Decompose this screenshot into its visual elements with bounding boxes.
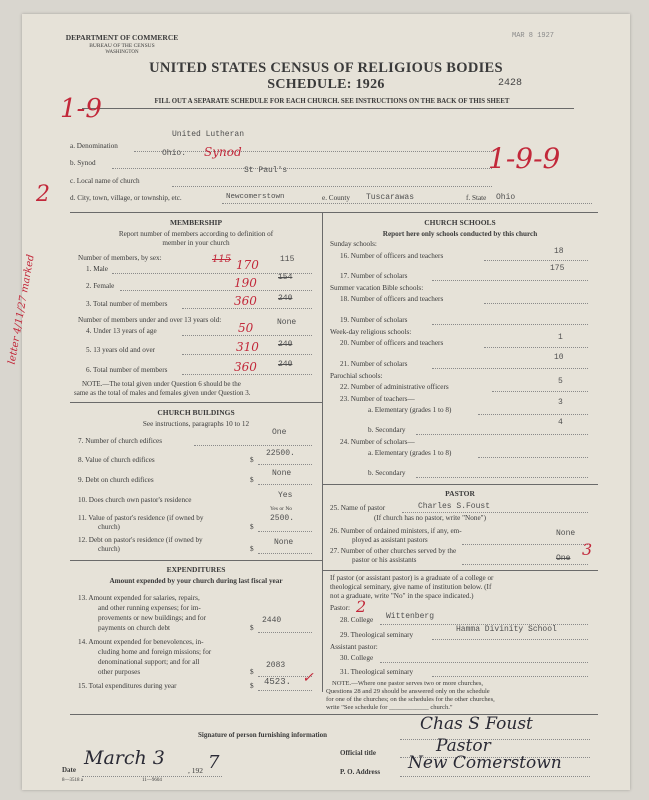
q30-label: 30. College — [340, 654, 374, 662]
q25-value: Charles S.Foust — [418, 502, 491, 511]
members-by-sex-label: Number of members, by sex: — [78, 254, 162, 262]
q6-handwritten: 360 — [234, 360, 257, 374]
q13-line-2: and other running expenses; for im- — [98, 604, 201, 612]
q26-line-1: 26. Number of ordained ministers, if any, em- — [330, 527, 462, 535]
q7-line — [194, 445, 312, 446]
margin-note-2: letter 4/11/27 marked — [6, 253, 37, 366]
po-line — [400, 776, 590, 777]
denomination-value: United Lutheran — [172, 130, 245, 139]
membership-intro-2: member in your church — [162, 239, 230, 247]
q9-line — [258, 484, 312, 485]
q8-line — [258, 464, 312, 465]
main-top-rule — [70, 212, 598, 213]
q20-value: 1 — [558, 333, 563, 342]
q17-line — [432, 280, 588, 281]
po-value: New Comerstown — [408, 753, 562, 773]
q14-line-3: denominational support; and for all — [98, 658, 200, 666]
title-label: Official title — [340, 749, 376, 757]
pastor-note-3: for one of the churches; on the schedules for the other churches, — [326, 696, 495, 703]
q22-label: 22. Number of administrative officers — [340, 383, 449, 391]
q10-value: Yes — [278, 491, 293, 500]
q12-label-1: 12. Debt on pastor's residence (if owned by — [78, 536, 203, 544]
q23b-label: b. Secondary — [368, 426, 406, 434]
schools-bottom-rule — [322, 484, 598, 485]
q23a-label: a. Elementary (grades 1 to 8) — [368, 406, 452, 414]
q2-typed: 154 — [278, 273, 293, 282]
q25-note: (If church has no pastor, write "None") — [374, 514, 486, 522]
state-value: Ohio — [496, 193, 516, 202]
q22-value: 5 — [558, 377, 563, 386]
title-value: Pastor — [436, 736, 491, 756]
red-mark-left: 1-9 — [60, 94, 102, 124]
q3-line — [182, 308, 312, 309]
column-divider — [322, 212, 323, 692]
q5-handwritten: 310 — [236, 340, 259, 354]
q4-handwritten: 50 — [238, 321, 254, 335]
q13-line-4: payments on church debt — [98, 624, 171, 632]
buildings-bottom-rule — [70, 560, 322, 561]
q11-value: 2500. — [270, 514, 295, 523]
q5-typed: 240 — [278, 340, 293, 349]
q11-dollar: $ — [250, 523, 254, 531]
pastor-sub-label: Pastor: — [330, 604, 350, 612]
form-instruction: FILL OUT A SEPARATE SCHEDULE FOR EACH CHURCH. SEE INSTRUCTIONS ON THE BACK OF THIS SHEET — [154, 98, 510, 105]
q14-dollar: $ — [250, 668, 254, 676]
q26-line-2: ployed as assistant pastors — [352, 536, 428, 544]
q27-line — [462, 564, 588, 565]
date-label: Date — [62, 766, 76, 774]
q2-handwritten: 190 — [234, 276, 257, 290]
received-stamp: MAR 8 1927 — [512, 32, 555, 40]
q3-handwritten: 360 — [234, 294, 257, 308]
city-town-value: Newcomerstown — [226, 193, 285, 201]
county-value: Tuscarawas — [366, 193, 415, 202]
local-name-line — [172, 186, 492, 187]
q8-value: 22500. — [266, 449, 295, 458]
q27-line-2: pastor or his assistants — [352, 556, 417, 564]
grad-text-2: theological seminary, give name of institution below. (If — [330, 583, 492, 591]
q25-label: 25. Name of pastor — [330, 504, 386, 512]
membership-note-2: same as the total of males and females given under Question 3. — [74, 389, 251, 397]
q24b-line — [416, 477, 588, 478]
city-label: WASHINGTON — [105, 50, 139, 55]
yes-no-hint: Yes or No — [270, 506, 293, 512]
q27-value: One — [556, 554, 571, 563]
q1-typed: 115 — [280, 255, 295, 264]
q23b-line — [416, 434, 588, 435]
city-line — [222, 203, 592, 204]
q16-line — [484, 260, 588, 261]
pastor-handwritten: 2 — [356, 597, 367, 616]
local-name-value: St Paul's — [244, 166, 288, 175]
q17-label: 17. Number of scholars — [340, 272, 408, 280]
pastor-note-4: write "See schedule for ____________ church." — [326, 704, 453, 711]
q24a-label: a. Elementary (grades 1 to 8) — [368, 449, 452, 457]
q27-line-1: 27. Number of other churches served by the — [330, 547, 457, 555]
q26-value: None — [556, 529, 576, 538]
age-label: Number of members under and over 13 years old: — [78, 316, 222, 324]
q15-line — [258, 690, 312, 691]
q15-check: ✓ — [302, 670, 314, 686]
q20-label: 20. Number of officers and teachers — [340, 339, 444, 347]
q21-label: 21. Number of scholars — [340, 360, 408, 368]
q8-label: 8. Value of church edifices — [78, 456, 155, 464]
q4-label: 4. Under 13 years of age — [86, 327, 157, 335]
q12-dollar: $ — [250, 545, 254, 553]
q5-line — [182, 354, 312, 355]
q13-line-1: 13. Amount expended for salaries, repairs, — [78, 594, 200, 602]
synod-label: b. Synod — [70, 159, 96, 167]
q14-line-2: cluding home and foreign missions; for — [98, 648, 212, 656]
po-label: P. O. Address — [340, 768, 381, 776]
q13-line-3: provements or new buildings; and for — [98, 614, 206, 622]
membership-intro-1: Report number of members according to definition of — [118, 230, 274, 238]
q10-label: 10. Does church own pastor's residence — [78, 496, 192, 504]
grad-text-3: not a graduate, write "No" in the space indicated.) — [330, 592, 474, 600]
q23a-value: 3 — [558, 398, 563, 407]
q29-line — [432, 639, 588, 640]
grad-top-rule — [322, 570, 598, 571]
q19-line — [432, 324, 588, 325]
q17-value: 175 — [550, 264, 565, 273]
q15-value: 4523. — [264, 677, 292, 687]
q26-line — [462, 544, 588, 545]
q7-value: One — [272, 428, 287, 437]
q22-line — [492, 391, 588, 392]
q1-strike-value: 115 — [212, 254, 232, 265]
q5-label: 5. 13 years old and over — [86, 346, 156, 354]
signature-line — [400, 739, 590, 740]
q3-total-label: 3. Total number of members — [86, 300, 168, 308]
synod-handwritten: Synod — [204, 145, 242, 159]
q9-dollar: $ — [250, 476, 254, 484]
q6-label: 6. Total number of members — [86, 366, 168, 374]
department-label: DEPARTMENT OF COMMERCE — [65, 33, 179, 42]
pastor-heading: PASTOR — [445, 489, 475, 498]
serial-number: 2428 — [498, 78, 523, 89]
membership-note-1: NOTE.—The total given under Question 6 should be the — [82, 380, 241, 388]
form-number-2: 11—9604 — [142, 778, 162, 783]
q7-label: 7. Number of church edifices — [78, 437, 163, 445]
q23a-line — [478, 414, 588, 415]
local-name-label: c. Local name of church — [70, 177, 140, 185]
year-handwritten: 7 — [208, 752, 220, 773]
q11-label-2: church) — [98, 523, 120, 531]
q29-value: Hamma Divinity School — [456, 625, 557, 634]
county-label: e. County — [322, 194, 350, 202]
state-label: f. State — [466, 194, 487, 202]
q11-label-1: 11. Value of pastor's residence (if owned by — [78, 514, 204, 522]
q21-line — [432, 368, 588, 369]
q11-line — [258, 531, 312, 532]
synod-value: Ohio. — [162, 149, 187, 158]
q6-line — [182, 374, 312, 375]
signature-label: Signature of person furnishing information — [198, 731, 327, 739]
q12-label-2: church) — [98, 545, 120, 553]
q25-line — [402, 512, 588, 513]
assistant-label: Assistant pastor: — [330, 643, 378, 651]
schools-heading: CHURCH SCHOOLS — [424, 218, 496, 227]
q19-label: 19. Number of scholars — [340, 316, 408, 324]
red-mark-margin: 2 — [36, 182, 50, 207]
q31-label: 31. Theological seminary — [340, 668, 414, 676]
buildings-heading: CHURCH BUILDINGS — [157, 408, 235, 417]
sunday-label: Sunday schools: — [330, 240, 377, 248]
q9-value: None — [272, 469, 292, 478]
q12-value: None — [274, 538, 294, 547]
q18-label: 18. Number of officers and teachers — [340, 295, 444, 303]
q16-label: 16. Number of officers and teachers — [340, 252, 444, 260]
q1-handwritten: 170 — [236, 258, 259, 272]
q4-line — [182, 335, 312, 336]
q23-label: 23. Number of teachers— — [340, 395, 415, 403]
q15-label: 15. Total expenditures during year — [78, 682, 177, 690]
schools-sub: Report here only schools conducted by this church — [382, 230, 538, 238]
pastor-note-2: Questions 28 and 29 should be answered only on the schedule — [326, 688, 490, 695]
bureau-label: BUREAU OF THE CENSUS — [89, 43, 155, 49]
buildings-sub: See instructions, paragraphs 10 to 12 — [142, 420, 250, 428]
signature-value: Chas S Foust — [420, 714, 533, 734]
q3-typed: 240 — [278, 294, 293, 303]
denomination-line — [134, 151, 494, 152]
q9-label: 9. Debt on church edifices — [78, 476, 154, 484]
q13-value: 2440 — [262, 616, 282, 625]
q30-line — [380, 662, 588, 663]
q24a-line — [478, 457, 588, 458]
summer-label: Summer vacation Bible schools: — [330, 284, 424, 292]
q16-value: 18 — [554, 247, 564, 256]
q24b-label: b. Secondary — [368, 469, 406, 477]
form-number: 8—3518 a — [62, 778, 83, 783]
q31-line — [432, 676, 588, 677]
city-town-label: d. City, town, village, or township, etc. — [70, 194, 182, 202]
q14-line-4: other purposes — [98, 668, 141, 676]
q24-label: 24. Number of scholars— — [340, 438, 415, 446]
q2-line — [120, 290, 312, 291]
q12-line — [258, 553, 312, 554]
denomination-label: a. Denomination — [70, 142, 118, 150]
q27-handwritten: 3 — [582, 540, 593, 559]
weekday-label: Week-day religious schools: — [330, 328, 412, 336]
grad-text-1: If pastor (or assistant pastor) is a graduate of a college or — [330, 574, 494, 582]
q14-value: 2083 — [266, 661, 286, 670]
q13-dollar: $ — [250, 624, 254, 632]
q6-typed: 240 — [278, 360, 293, 369]
synod-line — [112, 168, 492, 169]
date-line — [82, 776, 222, 777]
expenditures-sub: Amount expended by your church during last fiscal year — [109, 577, 283, 585]
q13-line — [258, 632, 312, 633]
q2-female-label: 2. Female — [86, 282, 115, 290]
year-prefix: , 192 — [188, 766, 203, 775]
q29-label: 29. Theological seminary — [340, 631, 414, 639]
q15-dollar: $ — [250, 682, 254, 690]
form-title: UNITED STATES CENSUS OF RELIGIOUS BODIES — [149, 60, 503, 76]
q23b-value: 4 — [558, 418, 563, 427]
q28-label: 28. College — [340, 616, 374, 624]
q1-male-label: 1. Male — [86, 265, 108, 273]
q28-value: Wittenberg — [386, 612, 435, 621]
pastor-note-1: NOTE.—Where one pastor serves two or more churches, — [332, 680, 484, 687]
q14-line-1: 14. Amount expended for benevolences, in- — [78, 638, 204, 646]
form-subtitle: SCHEDULE: 1926 — [267, 77, 385, 92]
q18-line — [484, 303, 588, 304]
q21-value: 10 — [554, 353, 564, 362]
red-mark-right: 1-9-9 — [488, 142, 561, 175]
q20-line — [484, 347, 588, 348]
q8-dollar: $ — [250, 456, 254, 464]
membership-bottom-rule — [70, 402, 322, 403]
q4-typed: None — [277, 318, 297, 327]
expenditures-heading: EXPENDITURES — [166, 565, 226, 574]
parochial-label: Parochial schools: — [330, 372, 383, 380]
instruction-underline — [82, 108, 574, 109]
date-value: March 3 — [84, 747, 165, 769]
membership-heading: MEMBERSHIP — [169, 218, 223, 227]
census-form-sheet — [6, 14, 630, 790]
